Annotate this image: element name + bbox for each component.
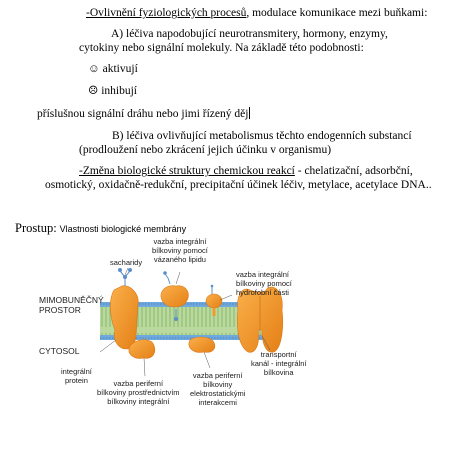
- paragraph-a-line1: A) léčiva napodobující neurotransmitery, hormony, enzymy,: [111, 28, 388, 40]
- label-hydrophobic-3: hydrofobní části: [236, 288, 289, 297]
- paragraph-a-line2: cytokiny nebo signální molekuly. Na základě této podobnosti:: [79, 42, 364, 54]
- change-rest: - chelatizační, adsorbční,: [294, 165, 413, 177]
- label-channel-1: transportní: [260, 350, 297, 359]
- label-peripheral-via-integral: [97, 379, 180, 406]
- frown-icon: ☹: [88, 85, 99, 97]
- paragraph-b-line1: B) léčiva ovlivňující metabolismus těchto endogenních substancí: [112, 130, 412, 142]
- paragraph-b-line2: (prodloužení nebo zkrácení jejich účinku v organismu): [79, 144, 332, 156]
- lipid-anchored-protein: [161, 286, 188, 307]
- procedure-label: Prostup:: [15, 221, 57, 235]
- structure-change-link: -Změna biologické struktury chemickou reakcí: [79, 165, 295, 177]
- label-peripheral-electrostatic: [190, 371, 245, 407]
- label-lipid-anchor: [152, 237, 208, 264]
- label-transport-channel: [251, 350, 306, 377]
- activate-text: aktivují: [99, 63, 138, 75]
- label-periph1-3: bílkoviny integrální: [107, 397, 170, 406]
- inhibit-text: inhibují: [98, 85, 137, 97]
- label-cytosol: CYTOSOL: [39, 346, 80, 356]
- label-sacharidy: sacharidy: [110, 258, 143, 267]
- label-lipid-anchor-1: vazba integrální: [153, 237, 207, 246]
- hydrophobic-anchored-protein: [206, 294, 222, 308]
- label-integral-protein: [61, 367, 92, 385]
- label-periph2-3: elektrostatickými: [190, 389, 246, 398]
- label-periph2-1: vazba periferní: [192, 371, 243, 380]
- label-extracellular-2: PROSTOR: [39, 305, 81, 315]
- label-lipid-anchor-2: bílkoviny pomocí: [152, 246, 208, 255]
- label-channel-2: kanál - integrální: [251, 359, 307, 368]
- procedure-title: Vlastnosti biologické membrány: [59, 224, 187, 234]
- label-hydrophobic-anchor: [236, 270, 292, 297]
- carbohydrate-chain: [119, 269, 132, 287]
- peripheral-protein-electrostatic: [189, 337, 215, 352]
- label-integral-2: protein: [64, 376, 88, 385]
- smile-icon: ☺: [88, 63, 100, 75]
- label-periph1-2: bílkoviny prostřednictvím: [97, 388, 180, 397]
- physiological-processes-link: -Ovlivnění fyziologických procesů: [86, 7, 247, 19]
- label-periph2-4: interakcemi: [198, 398, 237, 407]
- label-hydrophobic-2: bílkoviny pomocí: [236, 279, 292, 288]
- label-lipid-anchor-3: vázaného lipidu: [153, 255, 206, 264]
- label-integral-1: integrální: [61, 367, 92, 376]
- label-channel-3: bílkovina: [263, 368, 294, 377]
- label-periph2-2: bílkoviny: [203, 380, 233, 389]
- label-periph1-1: vazba periferní: [113, 379, 164, 388]
- paragraph-change-line2: osmotický, oxidačně-redukční, precipitační účinek léčiv, metylace, acetylace DNA..: [45, 179, 432, 191]
- label-extracellular: [39, 295, 104, 315]
- label-extracellular-1: MIMOBUNĚČNÝ: [39, 295, 104, 305]
- label-hydrophobic-1: vazba integrální: [236, 270, 289, 279]
- signal-text: příslušnou signální dráhu nebo jimi řízený děj: [37, 108, 249, 120]
- physiological-rest: , modulace komunikace mezi buňkami:: [246, 7, 428, 19]
